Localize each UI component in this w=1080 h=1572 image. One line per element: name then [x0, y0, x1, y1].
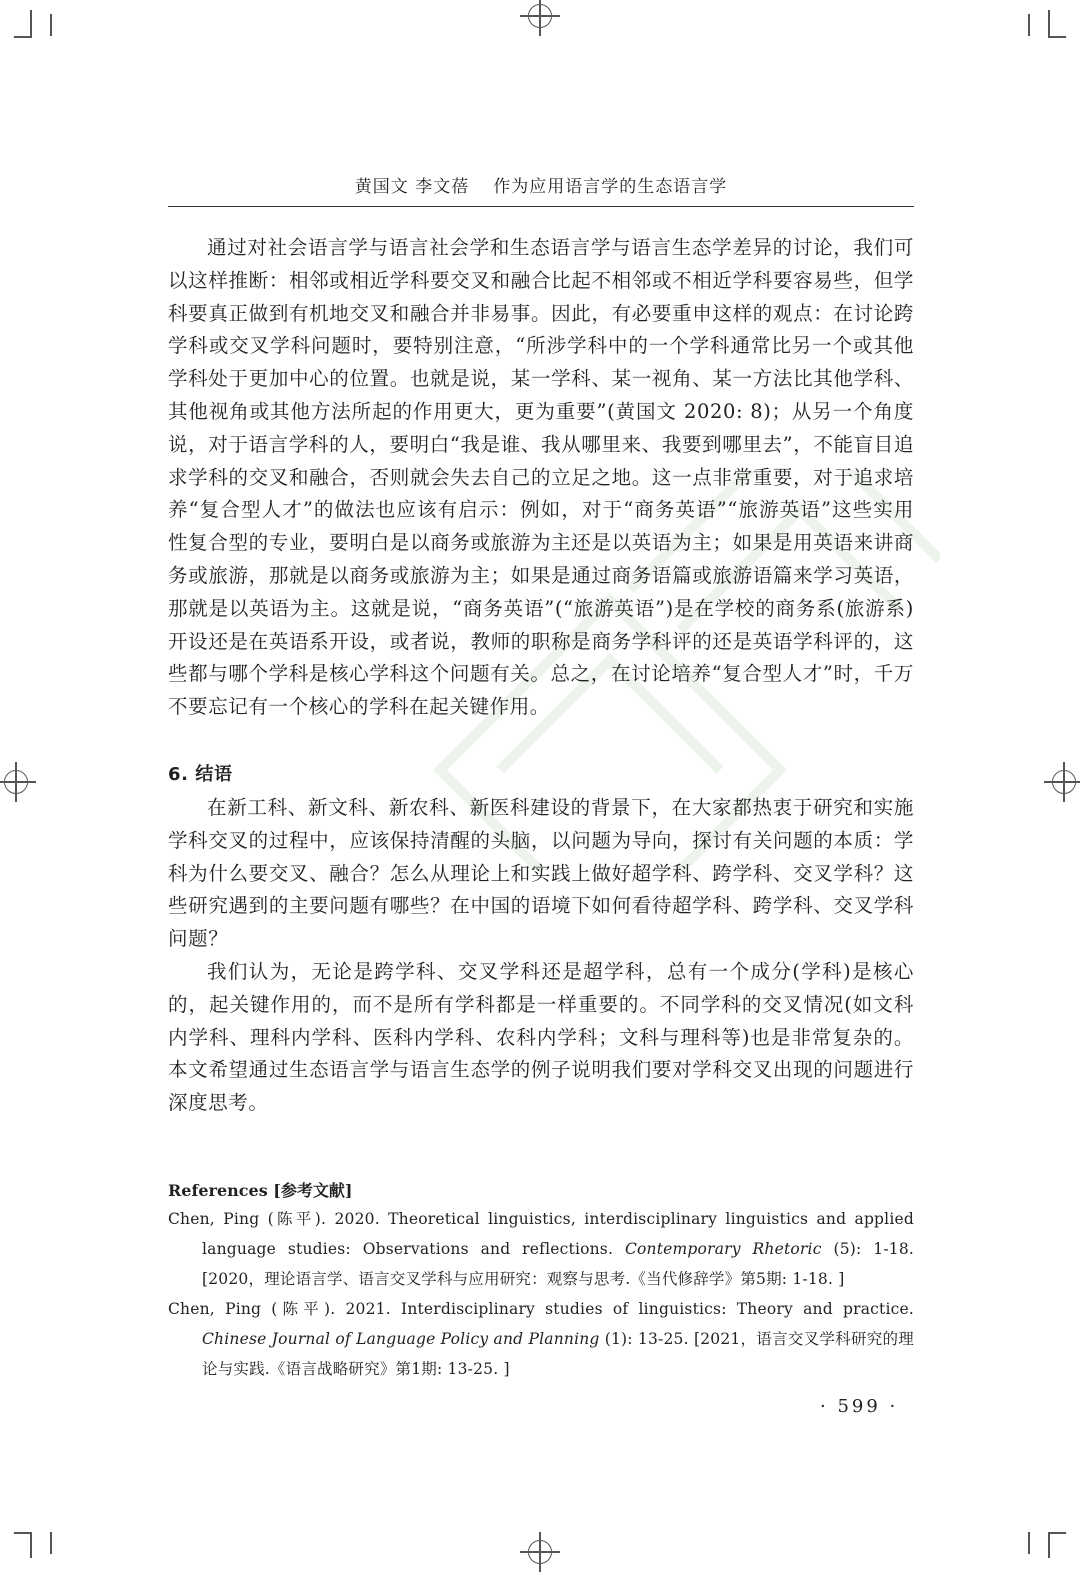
- reference-text: (1): 13-25. [2021，语言交叉学科研究的理论与实践.《语言战略研究》第1期: 13-25. ]: [202, 1330, 914, 1378]
- crop-mark: [1048, 10, 1050, 36]
- header-authors: 黄国文 李文蓓: [354, 177, 470, 197]
- page-number: · 599 ·: [820, 1396, 899, 1417]
- header-title: 作为应用语言学的生态语言学: [493, 177, 728, 197]
- crop-mark: [30, 1532, 32, 1558]
- references-title: References [参考文献]: [168, 1181, 353, 1200]
- section-heading: 6. 结语: [168, 763, 233, 785]
- reference-journal: Chinese Journal of Language Policy and Planning: [202, 1330, 600, 1348]
- references-section: [168, 1178, 914, 1384]
- crop-mark: [30, 10, 32, 36]
- body-paragraph: 我们认为，无论是跨学科、交叉学科还是超学科，总有一个成分(学科)是核心的，起关键作用的，而不是所有学科都是一样重要的。不同学科的交叉情况(如文科内学科、理科内学科、医科内学科、农科内学科；文科与理科等)也是非常复杂的。本文希望通过生态语言学与语言生态学的例子说明我们要对学科交叉出现的问题进行深度思考。: [168, 959, 914, 1115]
- crop-mark: [1028, 14, 1030, 36]
- registration-mark-right: [1044, 762, 1080, 802]
- reference-text: (5): 1-18. [2020，理论语言学、语言交叉学科与应用研究：观察与思考.《当代修辞学》第5期: 1-18. ]: [202, 1240, 915, 1288]
- body-paragraph: 通过对社会语言学与语言社会学和生态语言学与语言生态学差异的讨论，我们可以这样推断：相邻或相近学科要交叉和融合比起不相邻或不相近学科要容易些，但学科要真正做到有机地交叉和融合并非易事。因此，有必要重申这样的观点：在讨论跨学科或交叉学科问题时，要特别注意，“所涉学科中的一个学科通常比另一个或其他学科处于更加中心的位置。也就是说，某一学科、某一视角、某一方法比其他学科、其他视角或其他方法所起的作用更大，更为重要”(黄国文 2020: 8)；从另一个角度说，对于语言学科的人，要明白“我是谁、我从哪里来、我要到哪里去”，不能盲目追求学科的交叉和融合，否则就会失去自己的立足之地。这一点非常重要，对于追求培养“复合型人才”的做法也应该有启示：例如，对于“商务英语”“旅游英语”这些实用性复合型的专业，要明白是以商务或旅游为主还是以英语为主；如果是用英语来讲商务或旅游，那就是以商务或旅游为主；如果是通过商务语篇或旅游语篇来学习英语，那就是以英语为主。这就是说，“商务英语”(“旅游英语”)是在学校的商务系(旅游系)开设还是在英语系开设，或者说，教师的职称是商务学科评的还是英语学科评的，这些都与哪个学科是核心学科这个问题有关。总之，在讨论培养“复合型人才”时，千万不要忘记有一个核心的学科在起关键作用。: [168, 236, 914, 719]
- registration-mark-bottom: [520, 1532, 560, 1572]
- crop-mark: [50, 1532, 52, 1554]
- crop-mark: [1048, 36, 1066, 38]
- crop-mark: [1048, 1532, 1050, 1558]
- running-header: [168, 172, 914, 207]
- reference-item: [168, 1204, 914, 1294]
- crop-mark: [14, 36, 32, 38]
- reference-item: [168, 1294, 914, 1384]
- crop-mark: [50, 14, 52, 36]
- crop-mark: [1048, 1532, 1066, 1534]
- body-paragraph: 在新工科、新文科、新农科、新医科建设的背景下，在大家都热衷于研究和实施学科交叉的过程中，应该保持清醒的头脑，以问题为导向，探讨有关问题的本质：学科为什么要交叉、融合？怎么从理论上和实践上做好超学科、跨学科、交叉学科？这些研究遇到的主要问题有哪些？在中国的语境下如何看待超学科、跨学科、交叉学科问题？: [168, 795, 914, 951]
- reference-text: Chen, Ping (陈平). 2021. Interdisciplinary studies of linguistics: Theory and practice.: [168, 1300, 914, 1318]
- crop-mark: [1028, 1532, 1030, 1554]
- registration-mark-top: [520, 0, 560, 36]
- crop-mark: [14, 1532, 32, 1534]
- reference-journal: Contemporary Rhetoric: [624, 1240, 822, 1258]
- registration-mark-left: [0, 762, 36, 802]
- main-text: [168, 232, 914, 1120]
- reference-text: Chen, Ping (陈平). 2020. Theoretical linguistics, interdisciplinary linguistics and applied language studies: Observations and reflections.: [168, 1210, 914, 1258]
